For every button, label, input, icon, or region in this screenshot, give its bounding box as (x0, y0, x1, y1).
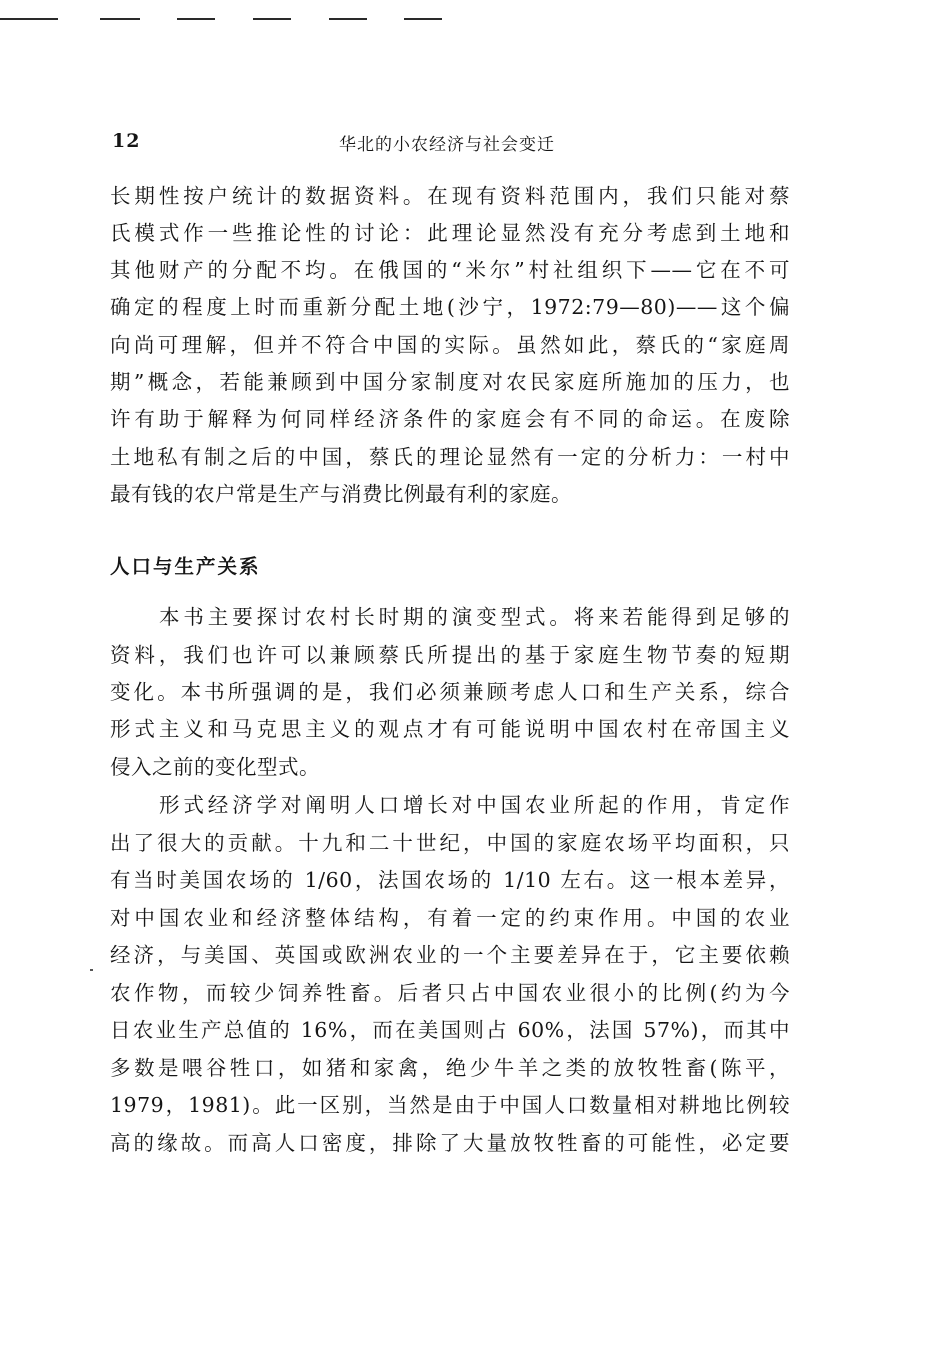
paragraph-line: 形式主义和马克思主义的观点才有可能说明中国农村在帝国主义 (110, 717, 790, 741)
paragraph-line: 侵入之前的变化型式。 (110, 755, 320, 779)
paragraph-line: 形式经济学对阐明人口增长对中国农业所起的作用，肯定作 (159, 793, 790, 817)
paragraph-line: 其他财产的分配不均。在俄国的“米尔”村社组织下——它在不可 (110, 258, 790, 282)
paragraph-line: 有当时美国农场的 1/60，法国农场的 1/10 左右。这一根本差异， (110, 868, 790, 892)
scan-speck (90, 969, 93, 971)
paragraph-line: 经济，与美国、英国或欧洲农业的一个主要差异在于，它主要依赖 (110, 943, 790, 967)
paragraph-line: 确定的程度上时而重新分配土地(沙宁，1972:79—80)——这个偏 (110, 295, 790, 319)
paragraph-line: 1979，1981)。此一区别，当然是由于中国人口数量相对耕地比例较 (110, 1093, 790, 1117)
paragraph-line: 出了很大的贡献。十九和二十世纪，中国的家庭农场平均面积，只 (110, 831, 790, 855)
paragraph-line: 长期性按户统计的数据资料。在现有资料范围内，我们只能对蔡 (110, 184, 790, 208)
scan-mark (177, 18, 215, 20)
paragraph-line: 高的缘故。而高人口密度，排除了大量放牧牲畜的可能性，必定要 (110, 1131, 790, 1155)
scan-mark (253, 18, 291, 20)
paragraph-line: 土地私有制之后的中国，蔡氏的理论显然有一定的分析力：一村中 (110, 445, 790, 469)
section-heading: 人口与生产关系 (110, 555, 261, 578)
paragraph-line: 期”概念，若能兼顾到中国分家制度对农民家庭所施加的压力，也 (110, 370, 790, 394)
book-title: 华北的小农经济与社会变迁 (339, 135, 555, 155)
page-number: 12 (112, 130, 141, 152)
paragraph-line: 本书主要探讨农村长时期的演变型式。将来若能得到足够的 (159, 605, 790, 629)
scan-mark (100, 18, 140, 20)
paragraph-line: 最有钱的农户常是生产与消费比例最有利的家庭。 (110, 482, 572, 506)
paragraph-line: 农作物，而较少饲养牲畜。后者只占中国农业很小的比例(约为今 (110, 981, 790, 1005)
paragraph-line: 多数是喂谷牲口，如猪和家禽，绝少牛羊之类的放牧牲畜(陈平， (110, 1056, 790, 1080)
paragraph-line: 日农业生产总值的 16%，而在美国则占 60%，法国 57%)，而其中 (110, 1018, 790, 1042)
paragraph-line: 氏模式作一些推论性的讨论：此理论显然没有充分考虑到土地和 (110, 221, 790, 245)
scan-mark (404, 18, 442, 20)
paragraph-line: 对中国农业和经济整体结构，有着一定的约束作用。中国的农业 (110, 906, 790, 930)
paragraph-line: 变化。本书所强调的是，我们必须兼顾考虑人口和生产关系，综合 (110, 680, 790, 704)
scan-mark (329, 18, 367, 20)
scan-mark (0, 18, 58, 20)
scan-marks (0, 18, 952, 22)
paragraph-line: 向尚可理解，但并不符合中国的实际。虽然如此，蔡氏的“家庭周 (110, 333, 790, 357)
running-header (112, 128, 790, 158)
paragraph-line: 许有助于解释为何同样经济条件的家庭会有不同的命运。在废除 (110, 407, 790, 431)
paragraph-line: 资料，我们也许可以兼顾蔡氏所提出的基于家庭生物节奏的短期 (110, 643, 790, 667)
